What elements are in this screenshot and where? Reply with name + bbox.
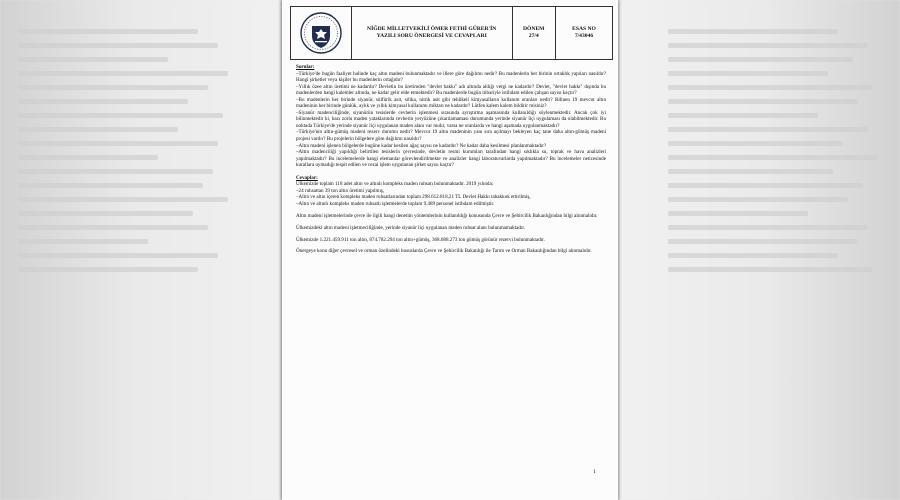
background-blurred-copy-right (650, 20, 900, 490)
logo-cell (291, 7, 352, 59)
answer-list-item: –Altın ve altınlı kompleks maden ruhsatlı işletmelerde toplam 9.489 personel istihdam edilmiştir. (296, 200, 495, 207)
question-item: –Altın madenciliği yapıldığı belirtilen tesislerin çevresinde, devletin resmi kurumları tarafından hangi sıklıkla su, toprak ve hava analizleri yapılmaktadır? Bu incelemelerde hangi elemanlar görevlendirilmekte ve analizler hangi laboratuvarlarda yapılmaktadır? Bu incelemeler neticesinde kurallara uymadığı tespit edilen ve cezai işlem uygulanan şirket sayısı kaçtır? (296, 149, 606, 169)
answer-intro: Ülkemizde toplam 118 adet altın ve altınlı kompleks maden ruhsatı bulunmaktadır. 2019 yılında; (296, 181, 494, 188)
question-item: –Siyanür madenciliğinde, siyanürün tesislerde cevherin işlenmesi sırasında ayrıştırma aşamasında kullanıldığı söylenmektedir. Ancak çok iyi bilinmektedir ki, bazı zorlu maden yataklarında cevherin yeryüzüne çıkarılamaması durumunda yerinde siyanür liçi uygulaması da olabilmektedir. Bu noktada Türkiye'de yerinde siyanür liçi uygulanan maden alanı var mıdır, varsa ne oranlarda ve hangi aşamada uygulanmaktadır? (296, 109, 606, 129)
question-item: –Türkiye'nin altın-gümüş madeni rezerv durumu nedir? Mevcut 19 altın madeninin yanı sıra açılmayı bekleyen kaç tane daha altın-gümüş madeni projesi vardır? Bu projelerin bölgelere göre dağılımı nasıldır? (296, 129, 606, 143)
term-label: DÖNEM (523, 25, 545, 32)
document-header (290, 6, 613, 60)
question-item: –Bu madenlerin her birinde siyanür, sülfürik asit, silika, nitrik asit gibi tehlikeli kimyasalların kullanım oranları nedir? Bilinen 19 mevcut altın madeninin her birinde günlük, aylık ve yıllık kimyasal kullanımı miktarı ne kadardır? Lütfen kalem kalem bildirir misiniz? (296, 96, 606, 110)
answer-list-item: –24 ruhsattan 39 ton altın üretimi yapılmış, (296, 187, 385, 194)
title-line-1: NİĞDE MİLLETVEKİLİ ÖMER FETHİ GÜRER'İN (367, 25, 497, 32)
answer-paragraph: Altın madeni işletmelerinde çevre ile ilgili hangi denetim yöntemlerinin kullanıldığı konusunda Çevre ve Şehircilik Bakanlığından bilgi alınmalıdır. (296, 213, 598, 220)
answer-paragraph: Ülkemizdeki altın madeni işletmeciliğinde, yerinde siyanür liçi uygulanan maden ruhsat alanı bulunmamaktadır. (296, 225, 526, 232)
question-item: –Türkiye'de bugün faaliyet halinde kaç altın madeni bulunmaktadır ve illere göre dağılımı nedir? Bu madenlerin her birinin ortaklık yapıları nasıldır? Hangi şirketler veya kişiler bu madenlerin ortağıdır? (296, 70, 606, 84)
question-item: –Yıllık özee altın üretimi ne kadardır? Devletin bu üretimden "devlet hakkı" adı altında aldığı vergi ne kadardır? Devlet, "devlet hakkı" dışında bu madenlerden hangi kalemler altında, ne kadar gelir elde etmektedir? Bu madenlerde bugün itibariyle istihdam edilen çalışan sayısı kaçtır? (296, 83, 606, 97)
answer-list-item: –Altın ve altın içeren kompleks maden ruhsatlarından toplam 298.612.818,21 TL Devlet Hakkı tahakkuk ettirilmiş, (296, 194, 531, 201)
document-page (282, 0, 618, 500)
reference-number-label: ESAS NO (572, 25, 596, 32)
question-item: –Altın madeni işlenen bölgelerde bugüne kadar kesilen ağaç sayısı ne kadardır? Ne kadar daha kesilmesi planlanmaktadır? (296, 142, 547, 149)
page-number: 1 (593, 469, 596, 475)
ministry-emblem-icon (299, 11, 343, 55)
background-blurred-copy-left (0, 20, 250, 490)
questions-heading: Sorular: (296, 64, 315, 70)
answers-heading: Cevaplar: (296, 174, 318, 181)
reference-number-value: 7/43046 (574, 33, 594, 39)
title-line-2: YAZILI SORU ÖNERGESİ VE CEVAPLARI (376, 33, 487, 39)
answer-paragraph: Ülkemizde 1.221.459.911 ton altın, 874.782.294 ton altın+gümüş, 368.688.273 ton gümüş görünür rezervi bulunmaktadır. (296, 236, 545, 243)
term-value: 27/4 (528, 33, 539, 39)
document-title (352, 7, 513, 59)
term-cell (513, 7, 557, 59)
document-body (296, 64, 606, 260)
reference-number-cell (556, 7, 612, 59)
answer-paragraph: Önergeye konu diğer çevresel ve orman özelindeki hususlarda Çevre ve Şehircilik Bakanlığı ile Tarım ve Orman Bakanlığından bilgi alınmalıdır. (296, 248, 592, 255)
